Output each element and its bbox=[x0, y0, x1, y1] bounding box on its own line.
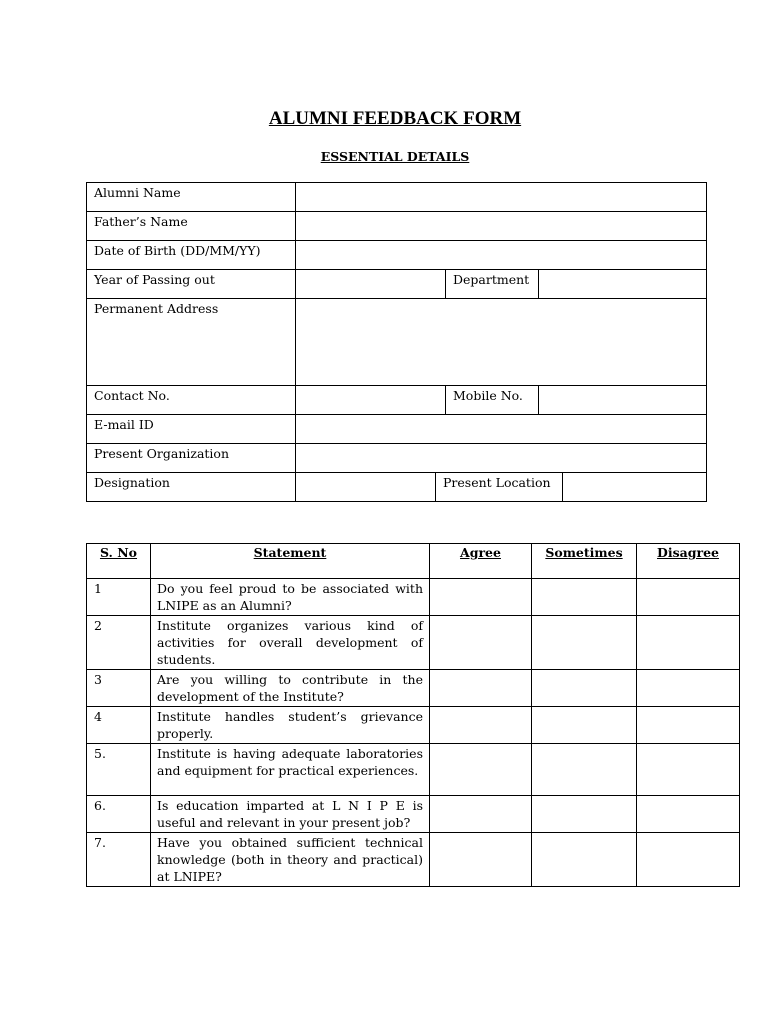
sometimes-cell[interactable] bbox=[532, 616, 637, 670]
disagree-cell[interactable] bbox=[637, 796, 740, 833]
fathers-name-field[interactable] bbox=[296, 212, 707, 241]
email-field[interactable] bbox=[296, 415, 707, 444]
disagree-cell[interactable] bbox=[637, 707, 740, 744]
agree-cell[interactable] bbox=[430, 796, 532, 833]
feedback-survey-table bbox=[86, 543, 740, 887]
year-of-passing-label: Year of Passing out bbox=[87, 270, 296, 299]
sometimes-cell[interactable] bbox=[532, 796, 637, 833]
agree-cell[interactable] bbox=[430, 579, 532, 616]
table-row bbox=[87, 744, 740, 796]
table-row bbox=[87, 616, 740, 670]
agree-cell[interactable] bbox=[430, 616, 532, 670]
row-number: 1 bbox=[87, 579, 151, 616]
alumni-name-label: Alumni Name bbox=[87, 183, 296, 212]
contact-no-label: Contact No. bbox=[87, 386, 296, 415]
section-subtitle: ESSENTIAL DETAILS bbox=[320, 149, 470, 164]
disagree-cell[interactable] bbox=[637, 670, 740, 707]
year-of-passing-field[interactable] bbox=[296, 270, 446, 299]
department-label: Department bbox=[446, 270, 539, 299]
disagree-cell[interactable] bbox=[637, 833, 740, 887]
present-organization-field[interactable] bbox=[296, 444, 707, 473]
table-row bbox=[87, 579, 740, 616]
permanent-address-field[interactable] bbox=[296, 299, 707, 386]
table-row bbox=[87, 707, 740, 744]
sometimes-cell[interactable] bbox=[532, 579, 637, 616]
sno-header: S. No bbox=[87, 544, 151, 579]
row-number: 7. bbox=[87, 833, 151, 887]
form-title: ALUMNI FEEDBACK FORM bbox=[268, 108, 522, 129]
statement-header: Statement bbox=[151, 544, 430, 579]
designation-label: Designation bbox=[87, 473, 296, 502]
present-organization-label: Present Organization bbox=[87, 444, 296, 473]
statement-text: Institute handles student’s grievance properly. bbox=[151, 707, 430, 744]
present-location-field[interactable] bbox=[563, 473, 707, 502]
sometimes-cell[interactable] bbox=[532, 833, 637, 887]
alumni-name-field[interactable] bbox=[296, 183, 707, 212]
agree-cell[interactable] bbox=[430, 670, 532, 707]
designation-field[interactable] bbox=[296, 473, 436, 502]
sometimes-cell[interactable] bbox=[532, 744, 637, 796]
statement-text: Institute organizes various kind of activities for overall development of students. bbox=[151, 616, 430, 670]
email-label: E-mail ID bbox=[87, 415, 296, 444]
permanent-address-label: Permanent Address bbox=[87, 299, 296, 386]
statement-text: Have you obtained sufficient technical knowledge (both in theory and practical) at LNIPE? bbox=[151, 833, 430, 887]
statement-text: Institute is having adequate laboratories and equipment for practical experiences. bbox=[151, 744, 430, 796]
agree-cell[interactable] bbox=[430, 744, 532, 796]
disagree-cell[interactable] bbox=[637, 579, 740, 616]
statement-text: Is education imparted at L N I P E is useful and relevant in your present job? bbox=[151, 796, 430, 833]
agree-cell[interactable] bbox=[430, 707, 532, 744]
contact-no-field[interactable] bbox=[296, 386, 446, 415]
mobile-no-label: Mobile No. bbox=[446, 386, 539, 415]
row-number: 6. bbox=[87, 796, 151, 833]
statement-text: Do you feel proud to be associated with LNIPE as an Alumni? bbox=[151, 579, 430, 616]
sometimes-header: Sometimes bbox=[532, 544, 637, 579]
row-number: 4 bbox=[87, 707, 151, 744]
row-number: 5. bbox=[87, 744, 151, 796]
row-number: 2 bbox=[87, 616, 151, 670]
present-location-label: Present Location bbox=[436, 473, 563, 502]
sometimes-cell[interactable] bbox=[532, 707, 637, 744]
disagree-cell[interactable] bbox=[637, 744, 740, 796]
statement-text: Are you willing to contribute in the development of the Institute? bbox=[151, 670, 430, 707]
dob-field[interactable] bbox=[296, 241, 707, 270]
table-row bbox=[87, 833, 740, 887]
dob-label: Date of Birth (DD/MM/YY) bbox=[87, 241, 296, 270]
disagree-header: Disagree bbox=[637, 544, 740, 579]
fathers-name-label: Father’s Name bbox=[87, 212, 296, 241]
table-row bbox=[87, 670, 740, 707]
sometimes-cell[interactable] bbox=[532, 670, 637, 707]
agree-cell[interactable] bbox=[430, 833, 532, 887]
table-row bbox=[87, 796, 740, 833]
essential-details-table bbox=[86, 182, 707, 502]
agree-header: Agree bbox=[430, 544, 532, 579]
disagree-cell[interactable] bbox=[637, 616, 740, 670]
department-field[interactable] bbox=[539, 270, 707, 299]
row-number: 3 bbox=[87, 670, 151, 707]
mobile-no-field[interactable] bbox=[539, 386, 707, 415]
